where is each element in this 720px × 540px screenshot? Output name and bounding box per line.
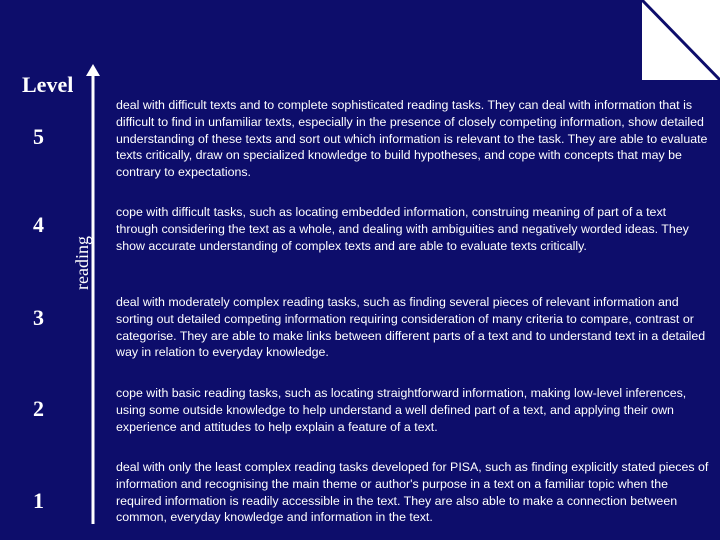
level-5-number: 5 bbox=[33, 124, 44, 149]
page-curl-corner bbox=[640, 0, 720, 82]
axis-label: reading bbox=[72, 236, 92, 290]
level-4-number: 4 bbox=[33, 212, 44, 237]
level-4-description: cope with difficult tasks, such as locating embedded information, construing meaning of part of a text through considering the text as a whole, and dealing with ambiguities and negatively worded ideas. They show accurate understanding of complex texts and are able to evaluate texts critically. bbox=[116, 205, 689, 253]
level-1-number: 1 bbox=[33, 488, 44, 513]
up-arrow-axis-icon bbox=[78, 64, 108, 524]
level-2-number: 2 bbox=[33, 396, 44, 421]
level-3-description: deal with moderately complex reading tasks, such as finding several pieces of relevant information and sorting out detailed competing information requiring consideration of many criteria to compare, contrast or categorise. They are able to make links between different parts of a text and to understand text in a detailed way in relation to everyday knowledge. bbox=[116, 295, 706, 360]
level-2-description: cope with basic reading tasks, such as locating straightforward information, making low-level inferences, using some outside knowledge to help understand a well defined part of a text, and applying their own experience and attitudes to help explain a feature of a text. bbox=[116, 386, 687, 434]
level-3-number: 3 bbox=[33, 305, 44, 330]
level-1-description: deal with only the least complex reading tasks developed for PISA, such as finding explicitly stated pieces of information and recognising the main theme or author's purpose in a text on a familiar topic when the required information is readily accessible in the text. They are also able to make a connection between common, everyday knowledge and information in the text. bbox=[116, 460, 709, 525]
level-5-description: deal with difficult texts and to complete sophisticated reading tasks. They can deal with information that is difficult to find in unfamiliar texts, especially in the presence of closely competing information, show detailed understanding of these texts and sort out which information is relevant to the task. They are able to evaluate texts critically, draw on specialized knowledge to build hypotheses, and cope with concepts that may be contrary to expectations. bbox=[116, 98, 708, 180]
slide-title: Level bbox=[22, 72, 74, 97]
